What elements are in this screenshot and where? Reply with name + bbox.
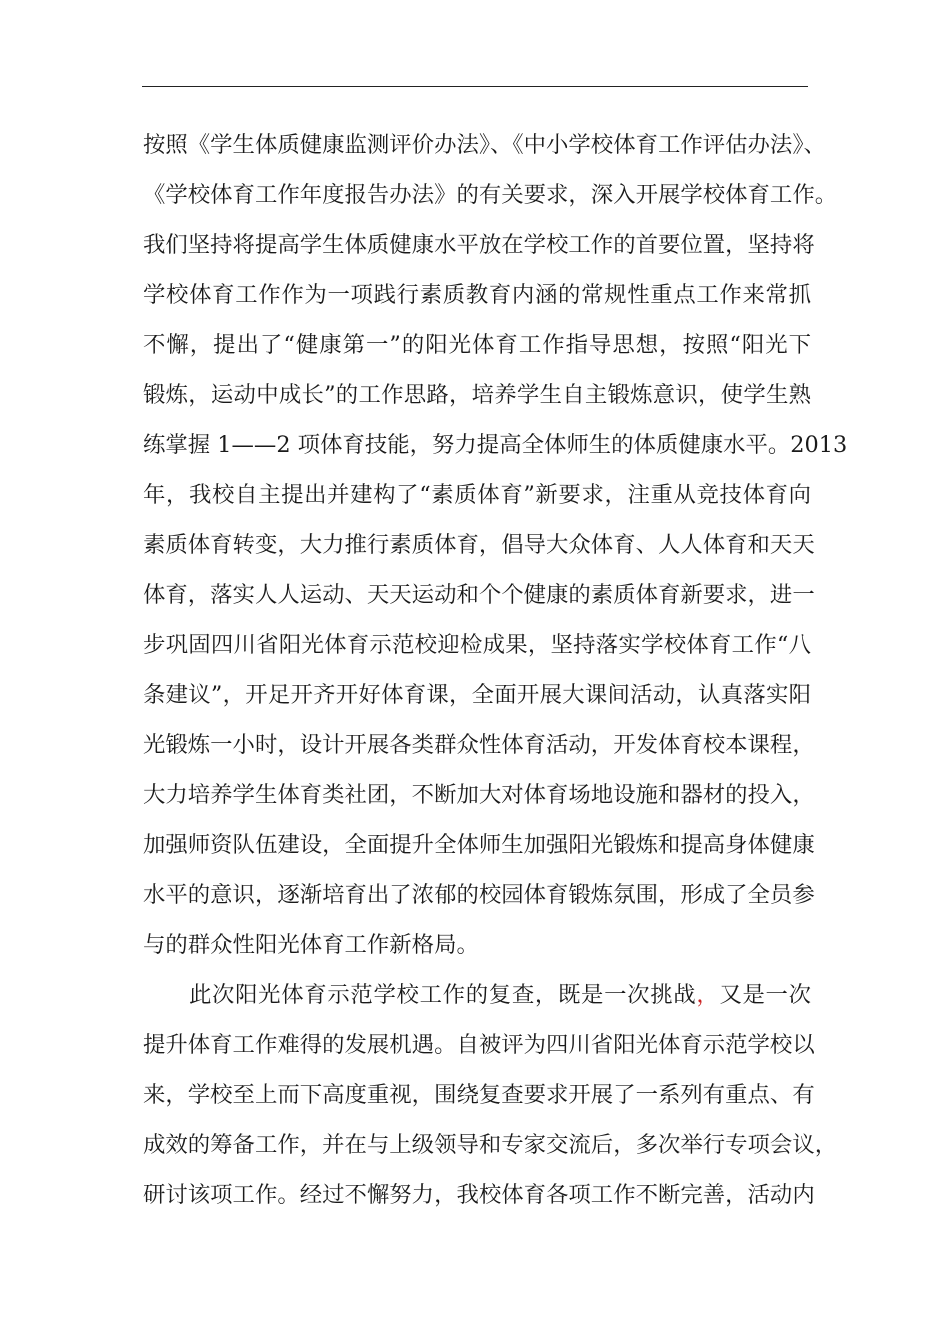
text-line: 来，学校至上而下高度重视，围绕复查要求开展了一系列有重点、有 bbox=[143, 1082, 815, 1108]
paragraph-1 bbox=[143, 120, 848, 970]
text-line: 加强师资队伍建设，全面提升全体师生加强阳光锻炼和提高身体健康 bbox=[143, 832, 815, 858]
text-line: 我们坚持将提高学生体质健康水平放在学校工作的首要位置，坚持将 bbox=[143, 232, 815, 258]
text-line: 成效的筹备工作，并在与上级领导和专家交流后，多次举行专项会议， bbox=[143, 1132, 838, 1158]
text-line: 条建议”，开足开齐开好体育课，全面开展大课间活动，认真落实阳 bbox=[143, 682, 811, 708]
text-line: 光锻炼一小时，设计开展各类群众性体育活动，开发体育校本课程， bbox=[143, 732, 815, 758]
text-line: 研讨该项工作。经过不懈努力，我校体育各项工作不断完善，活动内 bbox=[143, 1182, 815, 1208]
text-line: 与的群众性阳光体育工作新格局。 bbox=[143, 932, 479, 958]
text-line: 步巩固四川省阳光体育示范校迎检成果，坚持落实学校体育工作“八 bbox=[143, 632, 811, 658]
red-comma-mark: ， bbox=[696, 982, 720, 1008]
text-line: 按照《学生体质健康监测评价办法》、《中小学校体育工作评估办法》、 bbox=[143, 132, 826, 158]
document-body bbox=[143, 120, 848, 1220]
text-line: 不懈，提出了“健康第一”的阳光体育工作指导思想，按照“阳光下 bbox=[143, 332, 811, 358]
text-segment: 此次阳光体育示范学校工作的复查，既是一次挑战 bbox=[189, 982, 697, 1008]
text-line: 素质体育转变，大力推行素质体育，倡导大众体育、人人体育和天天 bbox=[143, 532, 815, 558]
text-line: 水平的意识，逐渐培育出了浓郁的校园体育锻炼氛围，形成了全员参 bbox=[143, 882, 815, 908]
text-line: 大力培养学生体育类社团，不断加大对体育场地设施和器材的投入， bbox=[143, 782, 815, 808]
text-segment: 又是一次 bbox=[719, 982, 812, 1008]
text-line: 练掌握 1——2 项体育技能，努力提高全体师生的体质健康水平。2013 bbox=[143, 432, 848, 458]
text-line-first bbox=[143, 970, 811, 1020]
text-line: 提升体育工作难得的发展机遇。自被评为四川省阳光体育示范学校以 bbox=[143, 1032, 815, 1058]
paragraph-2 bbox=[143, 970, 838, 1220]
text-line: 学校体育工作作为一项践行素质教育内涵的常规性重点工作来常抓 bbox=[143, 282, 811, 308]
text-line: 锻炼，运动中成长”的工作思路，培养学生自主锻炼意识，使学生熟 bbox=[143, 382, 811, 408]
text-line: 《学校体育工作年度报告办法》的有关要求，深入开展学校体育工作。 bbox=[143, 182, 838, 208]
header-rule bbox=[142, 86, 808, 87]
text-line: 年，我校自主提出并建构了“素质体育”新要求，注重从竞技体育向 bbox=[143, 482, 811, 508]
text-line: 体育，落实人人运动、天天运动和个个健康的素质体育新要求，进一 bbox=[143, 582, 815, 608]
